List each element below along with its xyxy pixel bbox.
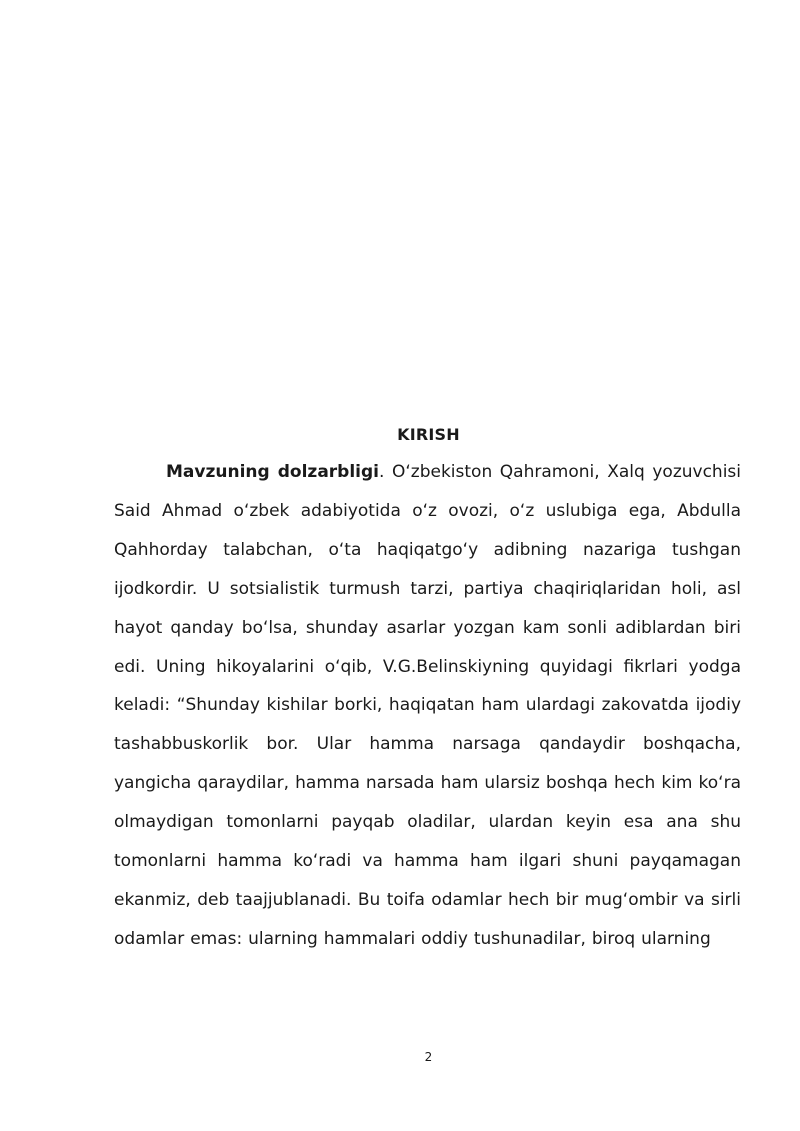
paragraph-text: O‘zbekiston Qahramoni, Xalq yozuvchisi Said Ahmad o‘zbek adabiyotida o‘z ovozi, o‘z uslubiga ega, Abdulla Qahhorday talabchan, o‘ta haqiqatgo‘y adibning nazariga tushgan ijodkordir. U sotsialistik turmush tarzi, partiya chaqiriqlaridan holi, asl hayot qanday bo‘lsa, shunday asarlar yozgan kam sonli adiblardan biri edi. Uning hikoyalarini o‘qib, V.G.Belinskiyning quyidagi fikrlari yodga keladi: “Shunday kishilar borki, haqiqatan ham ulardagi zakovatda ijodiy tashabbuskorlik bor. Ular hamma narsaga qandaydir boshqacha, yangicha qaraydilar, hamma narsada ham ularsiz boshqa hech kim ko‘ra olmaydigan tomonlarni payqab oladilar, ulardan keyin esa ana shu tomonlarni hamma ko‘radi va hamma ham ilgari shuni payqamagan ekanmiz, deb taajjublanadi. Bu toifa odamlar hech bir mug‘ombir va sirli odamlar emas: ularning hammalari oddiy tushunadilar, biroq ularning bbox=[114, 462, 741, 949]
body-paragraph bbox=[114, 453, 741, 959]
section-heading: KIRISH bbox=[397, 425, 460, 444]
paragraph-lead-punctuation: . bbox=[379, 462, 385, 482]
page-number: 2 bbox=[424, 1050, 433, 1064]
paragraph-lead-title: Mavzuning dolzarbligi bbox=[166, 462, 380, 482]
